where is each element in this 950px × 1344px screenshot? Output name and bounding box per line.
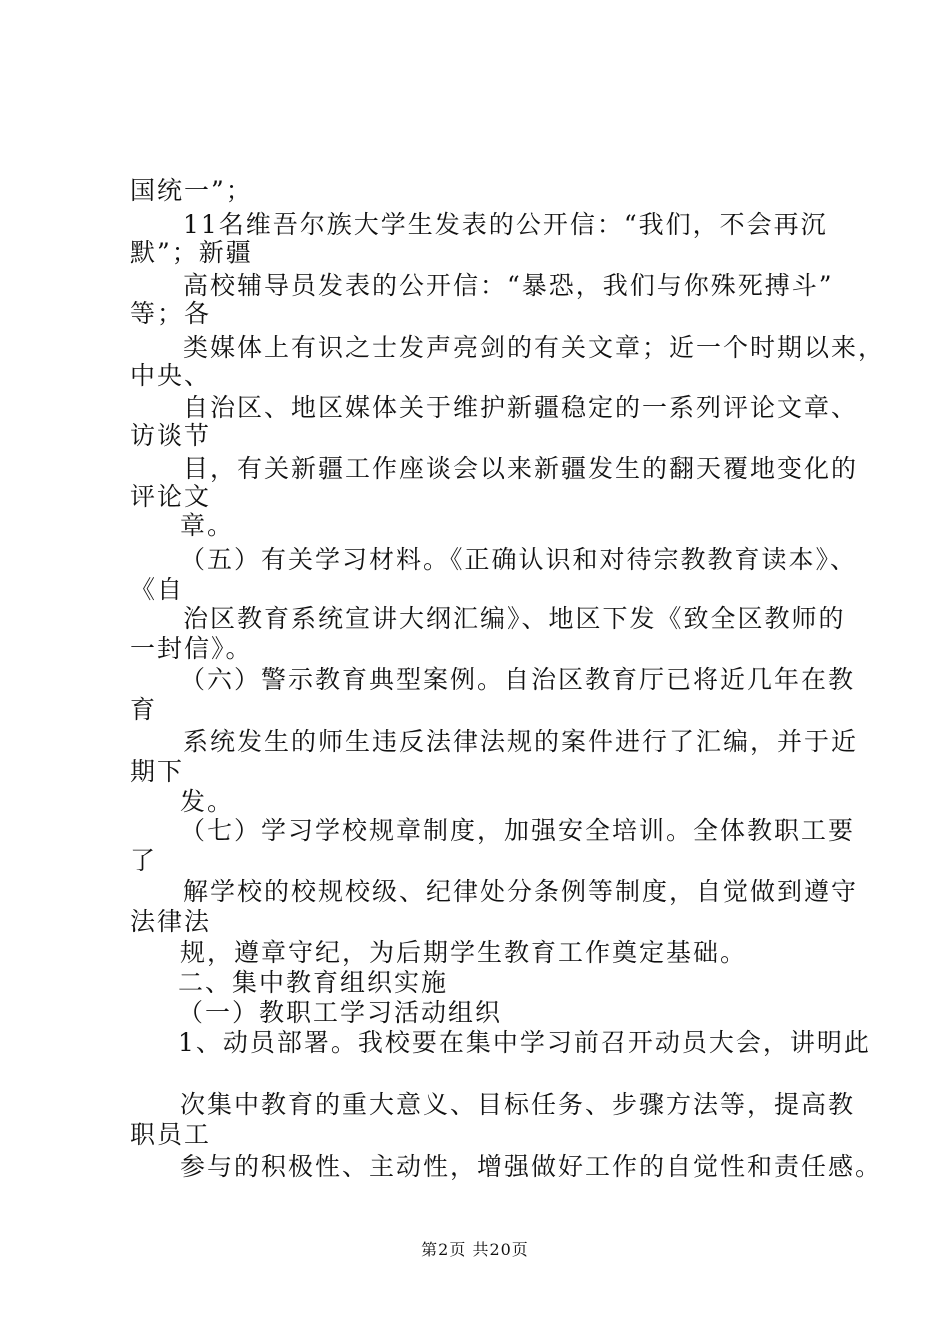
text-line: 育 (130, 695, 158, 724)
text-line: 次集中教育的重大意义、目标任务、步骤方法等，提高教 (180, 1090, 856, 1119)
subsection-heading: （一）教职工学习活动组织 (178, 998, 503, 1027)
text-line: 类媒体上有识之士发声亮剑的有关文章；近一个时期以来， (183, 333, 886, 362)
text-line: 11名维吾尔族大学生发表的公开信：“我们，不会再沉 (183, 210, 828, 239)
text-line: 《自 (130, 575, 185, 604)
page-number-footer: 第2页 共20页 (421, 1240, 529, 1259)
text-line: 自治区、地区媒体关于维护新疆稳定的一系列评论文章、 (183, 393, 859, 422)
text-line: 期下 (130, 757, 185, 786)
text-line: 章。 (180, 511, 235, 540)
text-line: （五）有关学习材料。《正确认识和对待宗教教育读本》、 (180, 545, 858, 574)
text-line: 解学校的校规校级、纪律处分条例等制度，自觉做到遵守 (183, 877, 859, 906)
text-line: 中央、 (130, 361, 212, 390)
text-line: 职员工 (130, 1120, 212, 1149)
text-line: 治区教育系统宣讲大纲汇编》、地区下发《致全区教师的 (183, 604, 846, 633)
section-heading: 二、集中教育组织实施 (178, 968, 449, 997)
text-line: 规，遵章守纪，为后期学生教育工作奠定基础。 (180, 938, 748, 967)
text-line: 高校辅导员发表的公开信：“暴恐，我们与你殊死搏斗” (183, 271, 834, 300)
text-line: 一封信》。 (130, 634, 253, 663)
text-line: 参与的积极性、主动性，增强做好工作的自觉性和责任感。 (180, 1152, 883, 1181)
text-line: 了 (130, 846, 158, 875)
text-line: 1、动员部署。我校要在集中学习前召开动员大会，讲明此 (178, 1028, 871, 1057)
text-line: 法律法 (130, 907, 212, 936)
text-line: 发。 (180, 787, 235, 816)
text-line: 目，有关新疆工作座谈会以来新疆发生的翻天覆地变化的 (183, 454, 859, 483)
text-line: （六）警示教育典型案例。自治区教育厅已将近几年在教 (180, 665, 856, 694)
text-line: 等；各 (130, 299, 212, 328)
text-line: 系统发生的师生违反法律法规的案件进行了汇编，并于近 (183, 727, 859, 756)
text-line: 默”；新疆 (130, 238, 253, 267)
text-line: 评论文 (130, 482, 212, 511)
text-line: （七）学习学校规章制度，加强安全培训。全体教职工要 (180, 816, 856, 845)
text-line: 访谈节 (130, 421, 212, 450)
text-line: 国统一”； (130, 176, 253, 205)
